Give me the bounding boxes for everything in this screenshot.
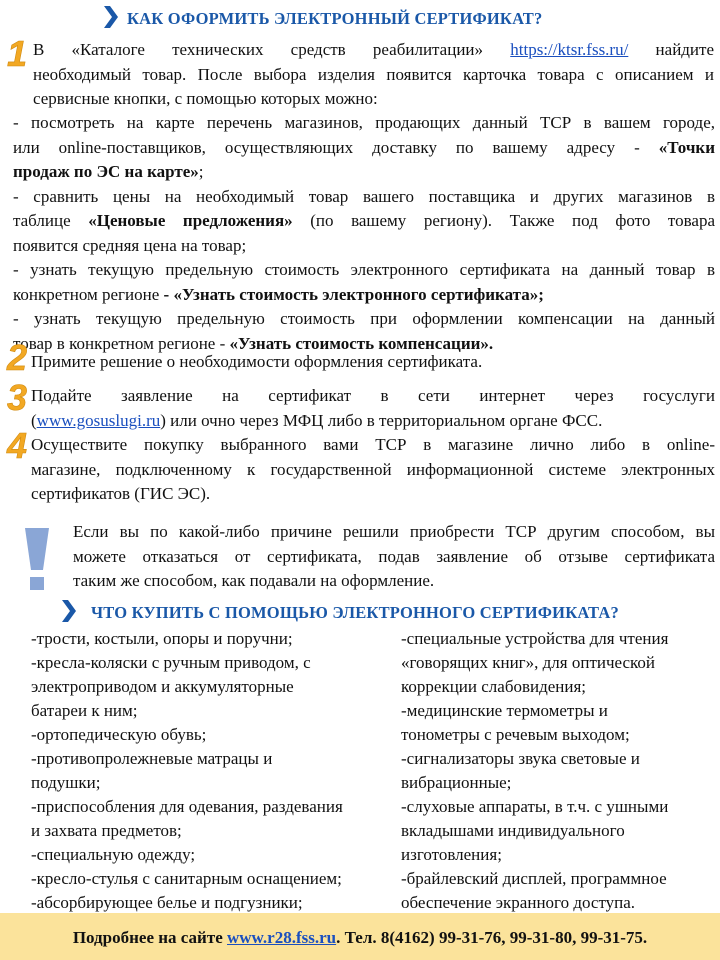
list-item: -ортопедическую обувь; [31, 725, 207, 744]
list-item: -приспособления для одевания, раздевания [31, 797, 343, 816]
list-item: тонометры с речевым выходом; [401, 725, 630, 744]
list-item: обеспечение экранного доступа. [401, 893, 636, 912]
bullet-comp-cost-line-1: - узнать текущую предельную стоимость при оформлении компенсации на данный [13, 309, 715, 328]
list-item: -сигнализаторы звука световые и [401, 749, 640, 768]
section-title: ЧТО КУПИТЬ С ПОМОЩЬЮ ЭЛЕКТРОННОГО СЕРТИФИКАТА? [91, 603, 619, 622]
intro-prefix: В «Каталоге технических средств реабилитации» [33, 40, 484, 59]
bullet-prices-post: (по вашему региону). Также под фото товара [310, 211, 716, 230]
intro-line-2: необходимый товар. После выбора изделия появится карточка товара с описанием и [33, 64, 714, 84]
step-4-line-3: сертификатов (ГИС ЭС). [31, 484, 211, 503]
footer-prefix: Подробнее на сайте [72, 928, 223, 947]
intro-suffix: найдите [655, 40, 715, 59]
step-3-line-2: ) или очно через МФЦ либо в территориальном органе ФСС. [160, 410, 603, 430]
step-1-bullets [13, 111, 715, 356]
svg-text:4: 4 [6, 428, 28, 462]
section-header-how-to [0, 2, 720, 32]
list-item: -абсорбирующее белье и подгузники; [31, 893, 303, 912]
list-item: вибрационные; [401, 773, 512, 792]
step-2-line: Примите решение о необходимости оформления сертификата. [31, 352, 483, 371]
list-item: -специальные устройства для чтения [401, 629, 669, 648]
list-item: батареи к ним; [31, 701, 138, 720]
list-item: -кресла-коляски с ручным приводом, с [31, 653, 311, 672]
notice-text [73, 520, 715, 594]
chevron-right-icon [104, 6, 118, 28]
svg-text:1: 1 [6, 36, 28, 70]
prices-button-label: «Ценовые предложения» [88, 211, 293, 230]
bullet-prices-line-1: - сравнить цены на необходимый товар вашего поставщика и других магазинов в [13, 186, 715, 206]
cert-cost-button-label: - «Узнать стоимость электронного сертификата»; [163, 284, 544, 304]
bullet-comp-cost-pre: товар в конкретном регионе - [13, 333, 226, 353]
bullet-cert-cost-pre: конкретном регионе [13, 284, 160, 304]
bullet-map-line-2: или online-поставщиков, осуществляющих доставку по вашему адресу - [13, 137, 640, 157]
notice-line-3: таким же способом, как подавали на оформление. [73, 571, 435, 590]
step-number-3-icon [4, 380, 30, 414]
comp-cost-button-label: «Узнать стоимость компенсации». [229, 333, 494, 353]
catalog-link[interactable]: https://ktsr.fss.ru/ [510, 40, 629, 59]
intro-line-3: сервисные кнопки, с помощью которых можно: [33, 89, 378, 108]
step-4-line-1: Осуществите покупку выбранного вами ТСР в магазине лично либо в online- [31, 435, 715, 454]
notice-line-2: можете отказаться от сертификата, подав заявление об отзыве сертификата [73, 546, 715, 566]
step-4-line-2: магазине, подключенному к государственной информационной системе электронных [31, 459, 715, 479]
step-number-1-icon [4, 36, 30, 70]
bullet-cert-cost-line-1: - узнать текущую предельную стоимость электронного сертификата на данный товар в [13, 260, 715, 279]
svg-text:3: 3 [6, 380, 28, 414]
footer-bar [0, 913, 720, 960]
list-item: -специальную одежду; [31, 845, 196, 864]
step-1-text [33, 38, 714, 112]
section-header-what-to-buy [0, 596, 720, 626]
list-item: -трости, костыли, опоры и поручни; [31, 629, 293, 648]
list-item: и захвата предметов; [31, 821, 182, 840]
step-2-text [31, 350, 715, 375]
step-3-text [31, 384, 715, 433]
list-item: -брайлевский дисплей, программное [401, 869, 667, 888]
exclamation-icon [22, 528, 52, 592]
section-title: КАК ОФОРМИТЬ ЭЛЕКТРОННЫЙ СЕРТИФИКАТ? [127, 9, 543, 28]
step-4-text [31, 433, 715, 507]
bullet-prices-pre: таблице [13, 211, 71, 230]
gosuslugi-link[interactable]: www.gosuslugi.ru [36, 410, 161, 430]
chevron-right-icon [62, 600, 76, 622]
fss-site-link[interactable]: www.r28.fss.ru [227, 928, 337, 947]
list-item: подушки; [31, 773, 101, 792]
list-item: -слуховые аппараты, в т.ч. с ушными [401, 797, 669, 816]
paren: ( [31, 410, 37, 430]
svg-text:2: 2 [6, 340, 28, 374]
list-item: вкладышами индивидуального [401, 821, 625, 840]
list-item: -противопролежневые матрацы и [31, 749, 273, 768]
step-number-2-icon [4, 340, 30, 374]
list-item: коррекции слабовидения; [401, 677, 587, 696]
list-item: -кресло-стулья с санитарным оснащением; [31, 869, 342, 888]
items-list-left [31, 627, 381, 915]
bullet-prices-line-3: появится средняя цена на товар; [13, 235, 247, 255]
punct: ; [198, 162, 204, 181]
items-list-right [401, 627, 716, 915]
list-item: изготовления; [401, 845, 502, 864]
step-number-4-icon [4, 428, 30, 462]
list-item: -медицинские термометры и [401, 701, 608, 720]
step-3-line-1: Подайте заявление на сертификат в сети интернет через госуслуги [31, 386, 715, 405]
notice-line-1: Если вы по какой-либо причине решили приобрести ТСР другим способом, вы [73, 522, 715, 541]
footer-contacts: . Тел. 8(4162) 99-31-76, 99-31-80, 99-31-75. [336, 928, 648, 947]
map-button-label: «Точки [658, 137, 715, 157]
list-item: электроприводом и аккумуляторные [31, 677, 294, 696]
map-button-label-cont: продаж по ЭС на карте» [13, 162, 199, 181]
list-item: «говорящих книг», для оптической [401, 653, 656, 672]
bullet-map-line-1: - посмотреть на карте перечень магазинов, продающих данный ТСР в вашем городе, [13, 113, 715, 132]
footer-text [0, 928, 720, 948]
